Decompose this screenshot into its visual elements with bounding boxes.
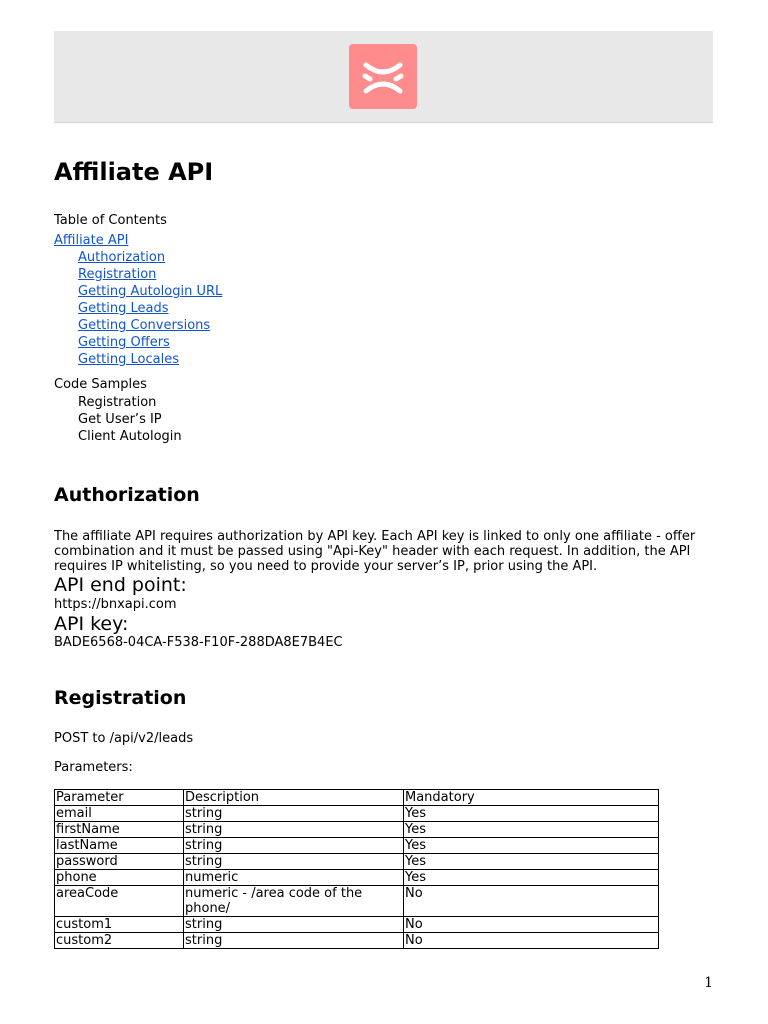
column-header: Parameter xyxy=(55,790,184,806)
toc-link-getting-conversions[interactable]: Getting Conversions xyxy=(78,318,211,333)
column-header: Description xyxy=(184,790,404,806)
authorization-heading: Authorization xyxy=(54,484,200,506)
table-row xyxy=(55,822,659,838)
code-samples-list xyxy=(78,394,182,445)
table-cell: string xyxy=(184,806,404,822)
api-key-value: BADE6568-04CA-F538-F10F-288DA8E7B4EC xyxy=(54,635,343,650)
table-row xyxy=(55,806,659,822)
table-cell: areaCode xyxy=(55,886,184,917)
api-endpoint-value: https://bnxapi.com xyxy=(54,597,177,612)
table-cell: No xyxy=(404,933,659,949)
column-header: Mandatory xyxy=(404,790,659,806)
table-cell: string xyxy=(184,822,404,838)
table-cell: custom2 xyxy=(55,933,184,949)
document-header-band xyxy=(54,31,713,123)
table-row xyxy=(55,886,659,917)
page-title: Affiliate API xyxy=(54,158,214,186)
page-number: 1 xyxy=(704,975,713,991)
api-key-label: API key: xyxy=(54,613,129,635)
table-cell: No xyxy=(404,917,659,933)
code-sample-item: Client Autologin xyxy=(78,429,182,444)
table-row xyxy=(55,917,659,933)
table-cell: phone xyxy=(55,870,184,886)
table-cell: password xyxy=(55,854,184,870)
table-cell: No xyxy=(404,886,659,917)
table-cell: Yes xyxy=(404,806,659,822)
authorization-paragraph: The affiliate API requires authorization by API key. Each API key is linked to only one affiliate - offer combination and it must be passed using "Api-Key" header with each request. In addition, the API requires IP whitelisting, so you need to provide your server’s IP, prior using the API. xyxy=(54,529,696,574)
brand-logo-icon xyxy=(349,44,417,109)
table-row xyxy=(55,933,659,949)
toc-label: Table of Contents xyxy=(54,213,167,228)
table-cell: numeric - /area code of the phone/ xyxy=(184,886,404,917)
registration-heading: Registration xyxy=(54,687,187,709)
post-endpoint: POST to /api/v2/leads xyxy=(54,731,194,746)
table-row xyxy=(55,870,659,886)
table-cell: Yes xyxy=(404,838,659,854)
table-cell: Yes xyxy=(404,870,659,886)
code-samples-label: Code Samples xyxy=(54,377,147,392)
toc-link-affiliate-api[interactable]: Affiliate API xyxy=(54,233,129,248)
table-cell: string xyxy=(184,838,404,854)
table-cell: email xyxy=(55,806,184,822)
table-header-row xyxy=(55,790,659,806)
toc-link-getting-autologin-url[interactable]: Getting Autologin URL xyxy=(78,284,223,299)
toc-link-registration[interactable]: Registration xyxy=(78,267,157,282)
table-cell: string xyxy=(184,917,404,933)
code-sample-item: Get User’s IP xyxy=(78,412,162,427)
table-row xyxy=(55,838,659,854)
table-cell: firstName xyxy=(55,822,184,838)
code-sample-item: Registration xyxy=(78,395,157,410)
toc-link-getting-locales[interactable]: Getting Locales xyxy=(78,352,179,367)
table-cell: string xyxy=(184,854,404,870)
toc-link-authorization[interactable]: Authorization xyxy=(78,250,166,265)
toc-link-getting-leads[interactable]: Getting Leads xyxy=(78,301,169,316)
toc-link-getting-offers[interactable]: Getting Offers xyxy=(78,335,170,350)
api-endpoint-label: API end point: xyxy=(54,574,187,596)
table-row xyxy=(55,854,659,870)
parameters-table xyxy=(54,789,659,949)
table-of-contents xyxy=(54,232,222,368)
table-cell: string xyxy=(184,933,404,949)
table-cell: lastName xyxy=(55,838,184,854)
table-cell: Yes xyxy=(404,854,659,870)
table-cell: numeric xyxy=(184,870,404,886)
table-cell: Yes xyxy=(404,822,659,838)
parameters-label: Parameters: xyxy=(54,760,133,775)
table-cell: custom1 xyxy=(55,917,184,933)
